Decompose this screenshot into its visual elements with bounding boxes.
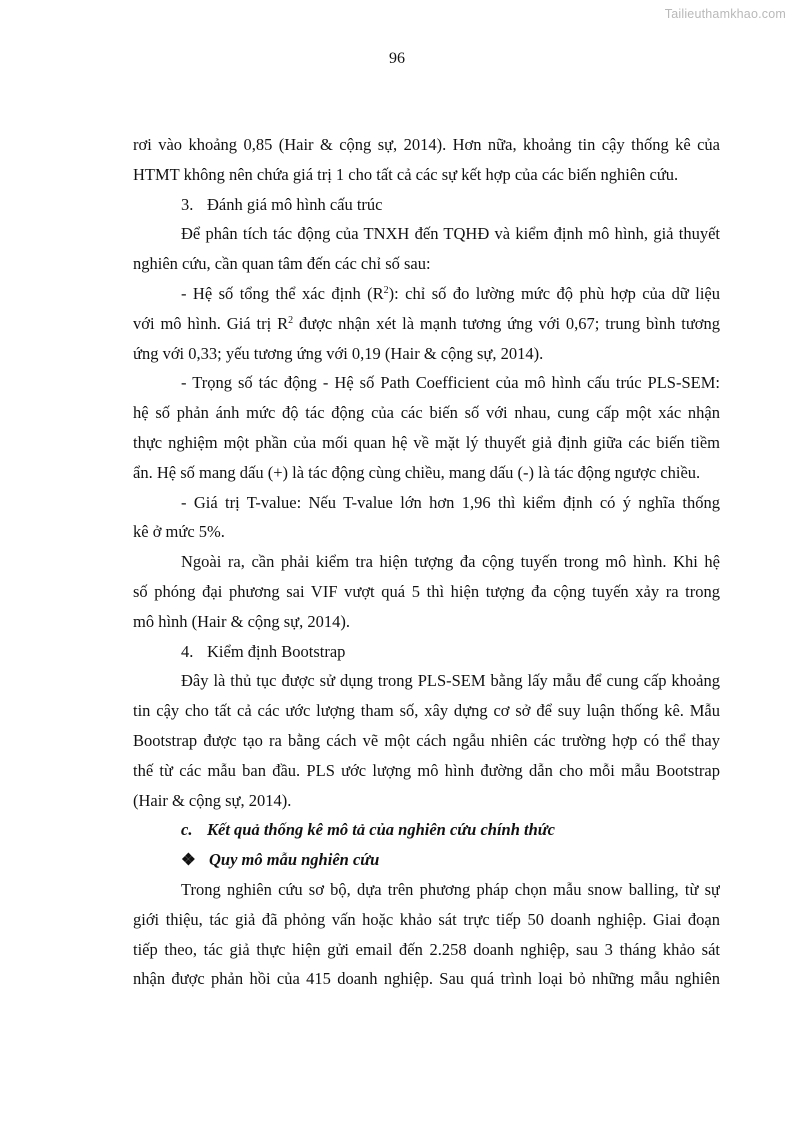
text-segment: ): chỉ số đo lường mức độ phù hợp của dữ liệu xyxy=(388,283,720,303)
paragraph-line: Bootstrap được tạo ra bằng cách vẽ một cách ngẫu nhiên các trường hợp có thể thay xyxy=(133,730,720,750)
superscript: 2 xyxy=(383,284,389,296)
paragraph-line: thế từ các mẫu ban đầu. PLS ước lượng mô hình đường dẫn cho mỗi mẫu Bootstrap xyxy=(133,760,720,780)
text-segment: với mô hình. Giá trị R xyxy=(133,313,289,333)
heading-text: Kiểm định Bootstrap xyxy=(207,641,346,661)
text-segment: - Hệ số tổng thể xác định (R xyxy=(181,283,384,303)
text-segment: được nhận xét là mạnh tương ứng với 0,67; trung bình tương xyxy=(293,313,720,333)
diamond-bullet-icon: ❖ xyxy=(181,850,196,870)
bullet-line: thực nghiệm một phần của mối quan hệ về mặt lý thuyết giả định giữa các biến tiềm xyxy=(133,432,720,452)
bullet-line xyxy=(133,279,720,309)
page-body xyxy=(133,130,720,994)
heading-text: Đánh giá mô hình cấu trúc xyxy=(207,194,383,214)
page-number: 96 xyxy=(389,50,405,67)
subsection-heading-sample-size xyxy=(133,845,720,875)
bullet-line: ẩn. Hệ số mang dấu (+) là tác động cùng chiều, mang dấu (-) là tác động ngược chiều. xyxy=(133,462,701,482)
bullet-line xyxy=(133,309,720,339)
superscript: 2 xyxy=(288,314,294,326)
bullet-line: - Trọng số tác động - Hệ số Path Coefficient của mô hình cấu trúc PLS-SEM: xyxy=(181,373,720,393)
heading-label: c. xyxy=(181,820,193,840)
heading-text: Quy mô mẫu nghiên cứu xyxy=(209,850,380,870)
paragraph-line: rơi vào khoảng 0,85 (Hair & cộng sự, 2014). Hơn nữa, khoảng tin cậy thống kê của xyxy=(133,135,720,154)
bullet-line: kê ở mức 5%. xyxy=(133,522,225,542)
subsection-heading-c xyxy=(133,815,720,845)
heading-text: Kết quả thống kê mô tả của nghiên cứu chính thức xyxy=(207,820,555,840)
paragraph-line: số phóng đại phương sai VIF vượt quá 5 thì hiện tượng đa cộng tuyến xảy ra trong xyxy=(133,581,720,601)
section-heading-4 xyxy=(133,637,720,667)
bullet-line: ứng với 0,33; yếu tương ứng với 0,19 (Hair & cộng sự, 2014). xyxy=(133,343,544,363)
paragraph-line: Ngoài ra, cần phải kiểm tra hiện tượng đa cộng tuyến trong mô hình. Khi hệ xyxy=(181,552,720,572)
paragraph-line: giới thiệu, tác giả đã phỏng vấn hoặc khảo sát trực tiếp 50 doanh nghiệp. Giai đoạn xyxy=(133,909,720,929)
paragraph-line: tin cậy cho tất cả các ước lượng tham số, xây dựng cơ sở để suy luận thống kê. Mẫu xyxy=(133,701,720,721)
watermark: Tailieuthamkhao.com xyxy=(664,7,786,21)
paragraph-line: (Hair & cộng sự, 2014). xyxy=(133,790,292,810)
paragraph-line: Để phân tích tác động của TNXH đến TQHĐ và kiểm định mô hình, giả thuyết xyxy=(181,224,720,244)
paragraph-line: mô hình (Hair & cộng sự, 2014). xyxy=(133,611,350,631)
heading-number: 4. xyxy=(181,641,194,661)
heading-number: 3. xyxy=(181,194,194,214)
paragraph-line: nhận được phản hồi của 415 doanh nghiệp. Sau quá trình loại bỏ những mẫu nghiên xyxy=(133,969,720,989)
paragraph-line: tiếp theo, tác giả thực hiện gửi email đến 2.258 doanh nghiệp, sau 3 tháng khảo sát xyxy=(133,939,720,959)
paragraph-line: Trong nghiên cứu sơ bộ, dựa trên phương pháp chọn mẫu snow balling, từ sự xyxy=(181,879,720,899)
paragraph-line: nghiên cứu, cần quan tâm đến các chỉ số sau: xyxy=(133,254,431,274)
paragraph-line: Đây là thủ tục được sử dụng trong PLS-SEM bằng lấy mẫu để cung cấp khoảng xyxy=(181,671,720,691)
paragraph-line: HTMT không nên chứa giá trị 1 cho tất cả các sự kết hợp của các biến nghiên cứu. xyxy=(133,164,679,184)
section-heading-3 xyxy=(133,190,720,220)
bullet-line: - Giá trị T-value: Nếu T-value lớn hơn 1,96 thì kiểm định có ý nghĩa thống xyxy=(181,492,720,512)
bullet-line: hệ số phản ánh mức độ tác động của các biến số với nhau, cung cấp một xác nhận xyxy=(133,403,720,423)
